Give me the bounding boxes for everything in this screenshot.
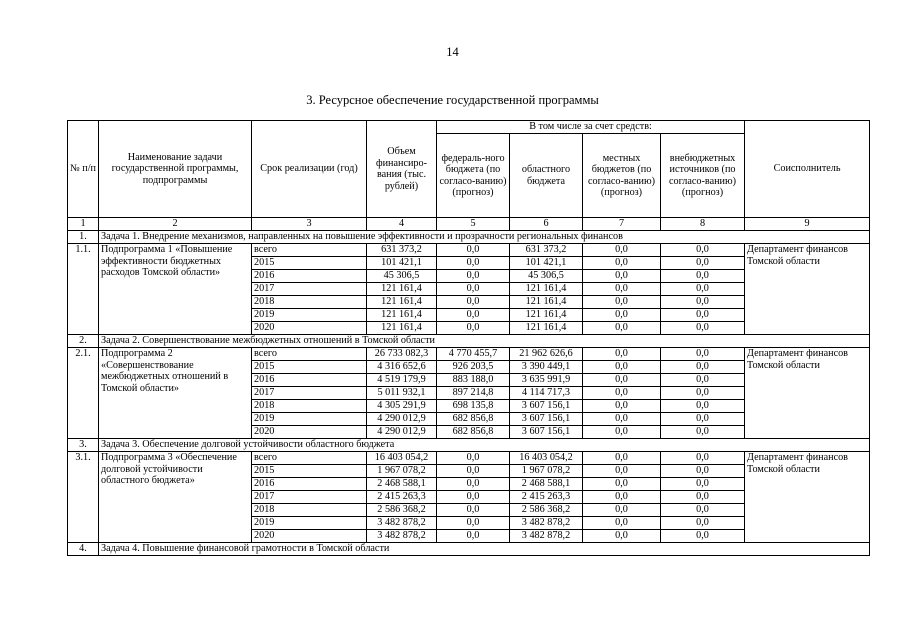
cell-local: 0,0: [583, 374, 661, 387]
cell-year: всего: [252, 244, 367, 257]
task-number: 3.: [68, 439, 99, 452]
cell-extra: 0,0: [661, 530, 745, 543]
cell-federal: 0,0: [437, 257, 510, 270]
cell-local: 0,0: [583, 387, 661, 400]
cell-local: 0,0: [583, 322, 661, 335]
cell-regional: 2 468 588,1: [510, 478, 583, 491]
subprogram-name: Подпрограмма 1 «Повышение эффективности бюджетных расходов Томской области»: [99, 244, 252, 335]
header-incl: В том числе за счет средств:: [437, 121, 745, 134]
coexecutor: Департамент финансов Томской области: [745, 452, 870, 543]
cell-volume: 4 290 012,9: [367, 413, 437, 426]
cell-extra: 0,0: [661, 374, 745, 387]
cell-extra: 0,0: [661, 309, 745, 322]
cell-year: 2019: [252, 309, 367, 322]
cell-local: 0,0: [583, 283, 661, 296]
cell-volume: 4 290 012,9: [367, 426, 437, 439]
cell-local: 0,0: [583, 361, 661, 374]
cell-federal: 926 203,5: [437, 361, 510, 374]
cell-federal: 0,0: [437, 465, 510, 478]
task-row: [68, 439, 870, 452]
task-number: 2.: [68, 335, 99, 348]
cell-year: 2015: [252, 257, 367, 270]
header-name: Наименование задачи государственной программы, подпрограммы: [99, 121, 252, 218]
task-title: Задача 3. Обеспечение долговой устойчивости областного бюджета: [99, 439, 870, 452]
cell-regional: 121 161,4: [510, 296, 583, 309]
cell-extra: 0,0: [661, 322, 745, 335]
cell-regional: 45 306,5: [510, 270, 583, 283]
cell-local: 0,0: [583, 413, 661, 426]
table-row: [68, 244, 870, 257]
cell-extra: 0,0: [661, 296, 745, 309]
cell-regional: 2 415 263,3: [510, 491, 583, 504]
cell-year: 2017: [252, 387, 367, 400]
column-number: 8: [661, 218, 745, 231]
cell-federal: 897 214,8: [437, 387, 510, 400]
column-number: 3: [252, 218, 367, 231]
cell-regional: 121 161,4: [510, 283, 583, 296]
page-number: 14: [446, 45, 459, 59]
header-term: Срок реализации (год): [252, 121, 367, 218]
cell-local: 0,0: [583, 296, 661, 309]
cell-volume: 4 316 652,6: [367, 361, 437, 374]
cell-local: 0,0: [583, 257, 661, 270]
cell-local: 0,0: [583, 517, 661, 530]
cell-extra: 0,0: [661, 270, 745, 283]
cell-federal: 0,0: [437, 296, 510, 309]
header-local: местных бюджетов (по согласо-ванию) (прогноз): [583, 134, 661, 218]
cell-volume: 121 161,4: [367, 322, 437, 335]
table-row: [68, 452, 870, 465]
cell-volume: 2 586 368,2: [367, 504, 437, 517]
section-title: 3. Ресурсное обеспечение государственной программы: [306, 93, 599, 107]
cell-extra: 0,0: [661, 426, 745, 439]
cell-extra: 0,0: [661, 400, 745, 413]
cell-local: 0,0: [583, 400, 661, 413]
cell-volume: 4 519 179,9: [367, 374, 437, 387]
cell-local: 0,0: [583, 244, 661, 257]
cell-extra: 0,0: [661, 478, 745, 491]
cell-extra: 0,0: [661, 504, 745, 517]
cell-volume: 121 161,4: [367, 283, 437, 296]
cell-regional: 121 161,4: [510, 322, 583, 335]
resource-table: [67, 120, 870, 556]
table-body: [68, 231, 870, 556]
cell-federal: 0,0: [437, 309, 510, 322]
task-row: [68, 231, 870, 244]
column-number: 9: [745, 218, 870, 231]
cell-federal: 0,0: [437, 478, 510, 491]
cell-year: 2016: [252, 478, 367, 491]
header-row-top: [68, 121, 870, 134]
cell-volume: 4 305 291,9: [367, 400, 437, 413]
cell-regional: 16 403 054,2: [510, 452, 583, 465]
cell-federal: 0,0: [437, 491, 510, 504]
cell-volume: 631 373,2: [367, 244, 437, 257]
subprogram-number: 2.1.: [68, 348, 99, 439]
cell-federal: 682 856,8: [437, 413, 510, 426]
cell-extra: 0,0: [661, 348, 745, 361]
cell-federal: 0,0: [437, 270, 510, 283]
cell-year: 2016: [252, 270, 367, 283]
cell-volume: 101 421,1: [367, 257, 437, 270]
cell-local: 0,0: [583, 465, 661, 478]
cell-year: 2015: [252, 465, 367, 478]
cell-extra: 0,0: [661, 361, 745, 374]
cell-volume: 121 161,4: [367, 296, 437, 309]
cell-year: 2019: [252, 413, 367, 426]
subprogram-name: Подпрограмма 2 «Совершенствование межбюджетных отношений в Томской области»: [99, 348, 252, 439]
cell-volume: 26 733 082,3: [367, 348, 437, 361]
cell-federal: 0,0: [437, 517, 510, 530]
cell-year: 2018: [252, 296, 367, 309]
cell-federal: 698 135,8: [437, 400, 510, 413]
cell-volume: 3 482 878,2: [367, 530, 437, 543]
column-number-row: [68, 218, 870, 231]
cell-local: 0,0: [583, 478, 661, 491]
cell-volume: 2 468 588,1: [367, 478, 437, 491]
cell-local: 0,0: [583, 348, 661, 361]
header-regional: областного бюджета: [510, 134, 583, 218]
task-title: Задача 2. Совершенствование межбюджетных отношений в Томской области: [99, 335, 870, 348]
cell-year: 2018: [252, 504, 367, 517]
cell-federal: 0,0: [437, 283, 510, 296]
coexecutor: Департамент финансов Томской области: [745, 348, 870, 439]
cell-federal: 883 188,0: [437, 374, 510, 387]
subprogram-number: 1.1.: [68, 244, 99, 335]
task-number: 1.: [68, 231, 99, 244]
cell-volume: 121 161,4: [367, 309, 437, 322]
cell-year: 2020: [252, 530, 367, 543]
column-number: 7: [583, 218, 661, 231]
cell-volume: 2 415 263,3: [367, 491, 437, 504]
cell-local: 0,0: [583, 491, 661, 504]
cell-regional: 631 373,2: [510, 244, 583, 257]
cell-federal: 4 770 455,7: [437, 348, 510, 361]
column-number: 5: [437, 218, 510, 231]
cell-regional: 1 967 078,2: [510, 465, 583, 478]
cell-regional: 3 482 878,2: [510, 517, 583, 530]
header-coexec: Соисполнитель: [745, 121, 870, 218]
cell-local: 0,0: [583, 504, 661, 517]
cell-local: 0,0: [583, 309, 661, 322]
header-num: № п/п: [68, 121, 99, 218]
cell-regional: 3 607 156,1: [510, 400, 583, 413]
cell-volume: 5 011 932,1: [367, 387, 437, 400]
subprogram-name: Подпрограмма 3 «Обеспечение долговой устойчивости областного бюджета»: [99, 452, 252, 543]
cell-federal: 0,0: [437, 530, 510, 543]
header-extra: внебюджетных источников (по согласо-ванию) (прогноз): [661, 134, 745, 218]
cell-federal: 0,0: [437, 504, 510, 517]
subprogram-number: 3.1.: [68, 452, 99, 543]
cell-volume: 45 306,5: [367, 270, 437, 283]
cell-regional: 3 607 156,1: [510, 413, 583, 426]
cell-local: 0,0: [583, 530, 661, 543]
table-row: [68, 348, 870, 361]
cell-year: всего: [252, 348, 367, 361]
cell-extra: 0,0: [661, 387, 745, 400]
task-row: [68, 335, 870, 348]
cell-extra: 0,0: [661, 452, 745, 465]
cell-regional: 3 482 878,2: [510, 530, 583, 543]
cell-extra: 0,0: [661, 283, 745, 296]
cell-local: 0,0: [583, 426, 661, 439]
cell-volume: 1 967 078,2: [367, 465, 437, 478]
task-row: [68, 543, 870, 556]
cell-year: 2019: [252, 517, 367, 530]
column-number: 6: [510, 218, 583, 231]
cell-extra: 0,0: [661, 517, 745, 530]
cell-extra: 0,0: [661, 465, 745, 478]
cell-year: 2020: [252, 426, 367, 439]
cell-local: 0,0: [583, 452, 661, 465]
cell-local: 0,0: [583, 270, 661, 283]
cell-regional: 3 390 449,1: [510, 361, 583, 374]
cell-federal: 0,0: [437, 322, 510, 335]
task-title: Задача 1. Внедрение механизмов, направленных на повышение эффективности и прозрачности региональных финансов: [99, 231, 870, 244]
cell-federal: 0,0: [437, 452, 510, 465]
cell-regional: 4 114 717,3: [510, 387, 583, 400]
cell-year: 2018: [252, 400, 367, 413]
cell-year: 2017: [252, 283, 367, 296]
cell-regional: 3 635 991,9: [510, 374, 583, 387]
coexecutor: Департамент финансов Томской области: [745, 244, 870, 335]
cell-regional: 3 607 156,1: [510, 426, 583, 439]
cell-regional: 101 421,1: [510, 257, 583, 270]
cell-year: всего: [252, 452, 367, 465]
cell-year: 2020: [252, 322, 367, 335]
cell-year: 2016: [252, 374, 367, 387]
cell-extra: 0,0: [661, 244, 745, 257]
cell-regional: 121 161,4: [510, 309, 583, 322]
cell-regional: 21 962 626,6: [510, 348, 583, 361]
cell-year: 2017: [252, 491, 367, 504]
cell-extra: 0,0: [661, 413, 745, 426]
cell-volume: 16 403 054,2: [367, 452, 437, 465]
column-number: 2: [99, 218, 252, 231]
cell-extra: 0,0: [661, 257, 745, 270]
column-number: 1: [68, 218, 99, 231]
header-federal: федераль-ного бюджета (по согласо-ванию) (прогноз): [437, 134, 510, 218]
header-volume: Объем финансиро-вания (тыс. рублей): [367, 121, 437, 218]
task-title: Задача 4. Повышение финансовой грамотности в Томской области: [99, 543, 870, 556]
cell-year: 2015: [252, 361, 367, 374]
cell-federal: 0,0: [437, 244, 510, 257]
cell-extra: 0,0: [661, 491, 745, 504]
column-number: 4: [367, 218, 437, 231]
cell-volume: 3 482 878,2: [367, 517, 437, 530]
cell-regional: 2 586 368,2: [510, 504, 583, 517]
cell-federal: 682 856,8: [437, 426, 510, 439]
task-number: 4.: [68, 543, 99, 556]
